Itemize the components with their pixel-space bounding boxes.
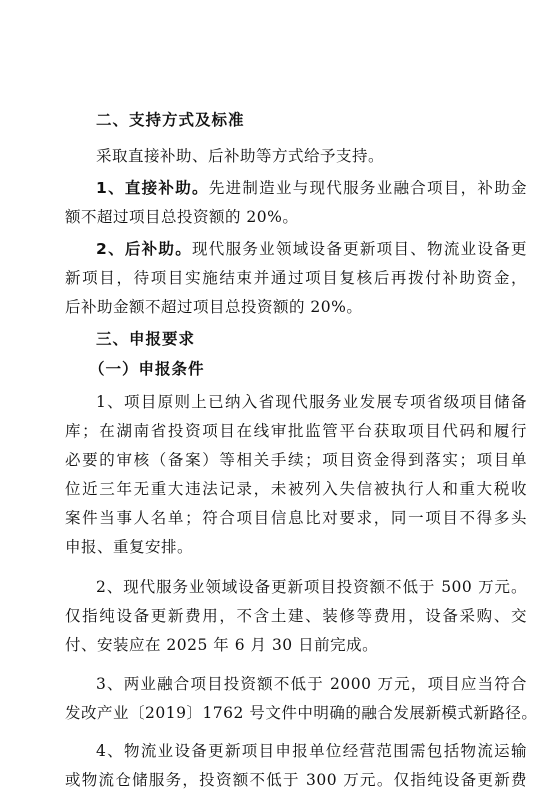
paragraph-post-subsidy-line2: 新项目，待项目实施结束并通过项目复核后再拨付补助资金， [65,269,527,287]
condition1-line2: 库；在湖南省投资项目在线审批监管平台获取项目代码和履行 [65,422,527,440]
condition4-line2: 或物流仓储服务，投资额不低于 300 万元。仅指纯设备更新费 [65,771,527,789]
condition2-line2: 仅指纯设备更新费用，不含土建、装修等费用，设备采购、交 [65,607,527,625]
section-heading-requirements: 三、申报要求 [96,330,196,348]
condition1-line6: 申报、重复安排。 [65,538,194,556]
condition3-line2: 发改产业〔2019〕1762 号文件中明确的融合发展新模式新路径。 [65,704,538,722]
condition2-line3: 付、安装应在 2025 年 6 月 30 日前完成。 [65,636,379,654]
condition1-line1: 1、项目原则上已纳入省现代服务业发展专项省级项目储备 [96,393,527,411]
paragraph-post-subsidy-line1 [96,239,527,259]
paragraph-post-subsidy-line3: 后补助金额不超过项目总投资额的 20%。 [65,298,363,316]
direct-subsidy-label: 1、直接补助。 [96,179,209,197]
post-subsidy-text: 现代服务业领域设备更新项目、物流业设备更 [192,240,527,258]
condition4-line1: 4、物流业设备更新项目申报单位经营范围需包括物流运输 [96,742,527,760]
post-subsidy-label: 2、后补助。 [96,240,193,258]
condition3-line1: 3、两业融合项目投资额不低于 2000 万元，项目应当符合 [96,675,527,693]
section-heading-support: 二、支持方式及标准 [96,111,245,129]
condition1-line5: 案件当事人名单；符合项目信息比对要求，同一项目不得多头 [65,509,527,527]
subheading-conditions: （一）申报条件 [89,360,205,378]
paragraph-direct-subsidy-line2: 额不超过项目总投资额的 20%。 [65,208,299,226]
condition1-line4: 位近三年无重大违法记录，未被列入失信被执行人和重大税收 [65,480,527,498]
paragraph-direct-subsidy-line1 [96,178,527,198]
condition2-line1: 2、现代服务业领域设备更新项目投资额不低于 500 万元。 [96,578,527,596]
direct-subsidy-text: 先进制造业与现代服务业融合项目，补助金 [208,179,527,197]
condition1-line3: 必要的审核（备案）等相关手续；项目资金得到落实；项目单 [65,451,527,469]
paragraph-support-intro: 采取直接补助、后补助等方式给予支持。 [96,147,385,165]
